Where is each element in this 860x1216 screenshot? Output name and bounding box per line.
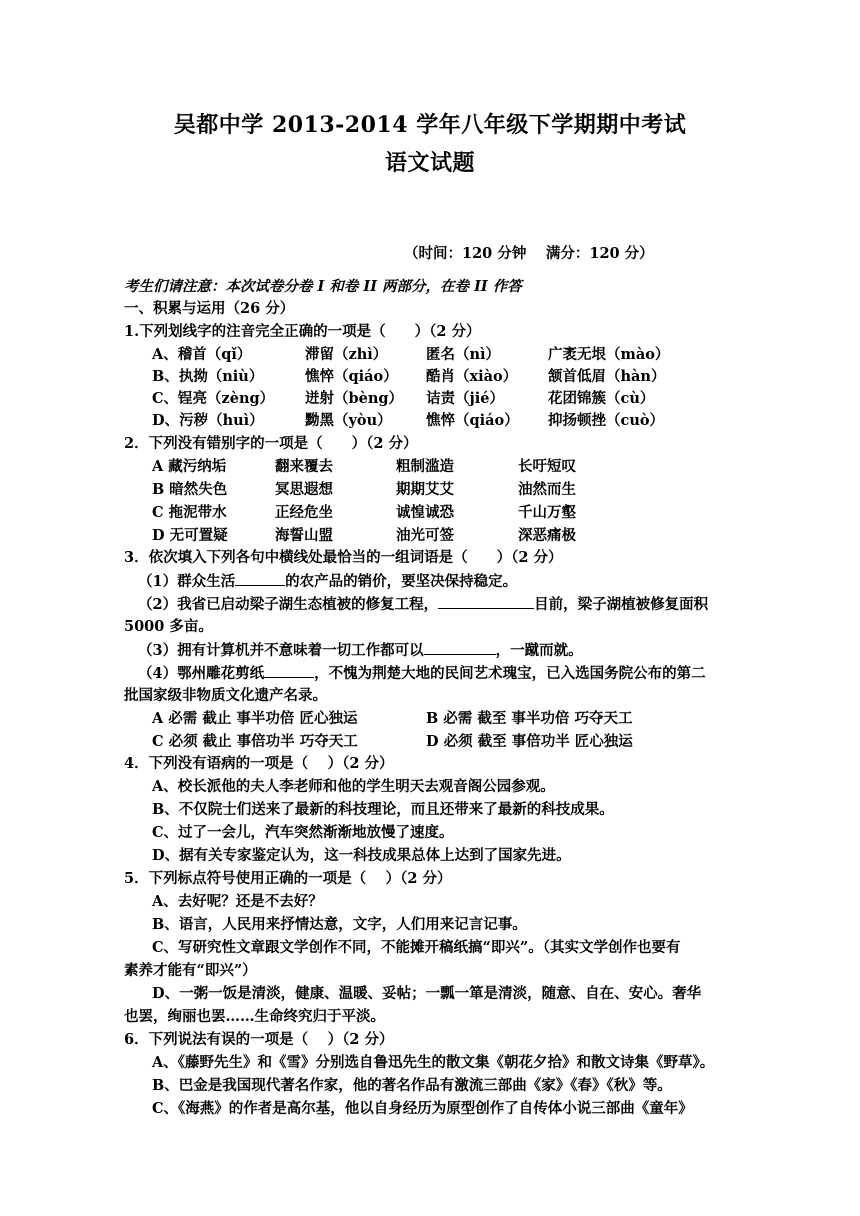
q5-option-d-cont: 也罢，绚丽也罢……生命终究归于平淡。: [124, 1008, 385, 1025]
q3-sentence-text: 目前，梁子湖植被修复面积: [534, 596, 709, 613]
q4-option-b: B、不仅院士们送来了最新的科技理论，而且还带来了最新的科技成果。: [152, 801, 614, 818]
q5-option-c: C、写研究性文章跟文学创作不同，不能摊开稿纸搞“即兴”。（其实文学创作也要有: [152, 939, 681, 956]
question-6-stem: 6．下列说法有误的一项是（ ）（2 分）: [124, 1031, 394, 1048]
q3-sentence-4-cont: 批国家级非物质文化遗产名录。: [124, 687, 327, 704]
answer-blank[interactable]: [235, 571, 285, 586]
answer-blank[interactable]: [264, 663, 314, 678]
q2-option: 千山万壑: [518, 504, 576, 521]
q2-option: A 藏污纳垢: [152, 458, 227, 475]
q2-option: 粗制滥造: [396, 458, 454, 475]
q3-sentence-1: [138, 571, 517, 592]
q3-sentence-text: （4）鄂州雕花剪纸: [138, 665, 265, 682]
question-4-stem: 4．下列没有语病的一项是（ ）（2 分）: [124, 755, 394, 772]
q3-sentence-text: ，不愧为荆楚大地的民间艺术瑰宝，已入选国务院公布的第二: [314, 665, 706, 682]
q4-option-d: D、据有关专家鉴定认为，这一科技成果总体上达到了国家先进。: [152, 847, 571, 864]
q2-option: 油然而生: [518, 481, 576, 498]
q2-option: B 暗然失色: [152, 481, 228, 498]
q3-option-c: C 必须 截止 事倍功半 巧夺天工: [152, 733, 358, 750]
section-heading: 一、积累与运用（26 分）: [124, 300, 295, 317]
answer-blank[interactable]: [438, 594, 534, 609]
question-2-stem: 2．下列没有错别字的一项是（ ）（2 分）: [124, 435, 418, 452]
q2-option: 油光可签: [396, 527, 454, 544]
answer-blank[interactable]: [424, 640, 496, 655]
q3-sentence-3: [138, 640, 583, 661]
q3-sentence-2: [138, 594, 708, 615]
q3-sentence-2-cont: 5000 多亩。: [124, 618, 213, 635]
q2-option: 正经危坐: [275, 504, 333, 521]
question-5-stem: 5．下列标点符号使用正确的一项是（ ）（2 分）: [124, 870, 452, 887]
q3-sentence-text: （1）群众生活: [138, 573, 236, 590]
q5-option-d: D、一粥一饭是清淡，健康、温暖、妥帖；一瓢一箪是清淡，随意、自在、安心。奢华: [152, 985, 702, 1002]
question-3-stem: 3．依次填入下列各句中横线处最恰当的一组词语是（ ）（2 分）: [124, 549, 563, 566]
q1-option: A、稽首（qǐ）: [152, 346, 252, 363]
q1-option: 憔悴（qiáo）: [426, 412, 519, 429]
q3-option-b: B 必需 截至 事半功倍 巧夺天工: [426, 710, 633, 727]
exam-subtitle: 语文试题: [384, 150, 475, 176]
q2-option: 冥思遐想: [275, 481, 333, 498]
q2-option: 海誓山盟: [275, 527, 333, 544]
exam-title: 吴都中学 2013-2014 学年八年级下学期期中考试: [173, 112, 687, 138]
q1-option: 诘责（jié）: [426, 390, 504, 407]
q1-option: 酷肖（xiào）: [426, 368, 518, 385]
q3-option-d: D 必须 截至 事倍功半 匠心独运: [426, 733, 633, 750]
q4-option-c: C、过了一会儿，汽车突然渐渐地放慢了速度。: [152, 824, 454, 841]
q2-option: D 无可置疑: [152, 527, 228, 544]
q4-option-a: A、校长派他的夫人李老师和他的学生明天去观音阁公园参观。: [152, 778, 555, 795]
q2-option: 诚惶诚恐: [396, 504, 454, 521]
q3-sentence-text: （3）拥有计算机并不意味着一切工作都可以: [138, 642, 424, 659]
q2-option: 长吁短叹: [518, 458, 576, 475]
q1-option: B、执拗（niù）: [152, 368, 264, 385]
q1-option: 迸射（bèng）: [305, 390, 404, 407]
q6-option-b: B、巴金是我国现代著名作家，他的著名作品有激流三部曲《家》《春》《秋》等。: [152, 1077, 672, 1094]
q1-option: 抑扬顿挫（cuò）: [548, 412, 665, 429]
q1-option: 黝黑（yòu）: [305, 412, 392, 429]
notice: 考生们请注意：本次试卷分卷 I 和卷 II 两部分，在卷 II 作答: [124, 278, 522, 295]
q5-option-b: B、语言，人民用来抒情达意，文字，人们用来记言记事。: [152, 916, 527, 933]
q2-option: 翻来覆去: [275, 458, 333, 475]
q1-option: 滞留（zhì）: [305, 346, 388, 363]
q3-option-a: A 必需 截止 事半功倍 匠心独运: [152, 710, 358, 727]
q1-option: 颔首低眉（hàn）: [548, 368, 666, 385]
time-info: （时间：120 分钟 满分：120 分）: [404, 245, 654, 262]
q3-sentence-4: [138, 663, 706, 684]
question-1-stem: 1.下列划线字的注音完全正确的一项是（ ）（2 分）: [124, 323, 481, 340]
q3-sentence-text: （2）我省已启动梁子湖生态植被的修复工程，: [138, 596, 439, 613]
q6-option-c: C、《海燕》的作者是高尔基，他以自身经历为原型创作了自传体小说三部曲《童年》: [152, 1100, 693, 1117]
q5-option-c-cont: 素养才能有“即兴”）: [124, 962, 257, 979]
q1-option: 匿名（nì）: [426, 346, 501, 363]
q1-option: 广袤无垠（mào）: [548, 346, 670, 363]
q1-option: 花团锦簇（cù）: [548, 390, 655, 407]
q5-option-a: A、去好呢？还是不去好？: [152, 893, 323, 910]
q6-option-a: A、《藤野先生》和《雪》分别选自鲁迅先生的散文集《朝花夕拾》和散文诗集《野草》。: [152, 1054, 715, 1071]
q1-option: D、污秽（huì）: [152, 412, 264, 429]
q2-option: C 拖泥带水: [152, 504, 227, 521]
q3-sentence-text: 的农产品的销价，要坚决保持稳定。: [285, 573, 518, 590]
q2-option: 期期艾艾: [396, 481, 454, 498]
q3-sentence-text: ，一蹴而就。: [495, 642, 583, 659]
q2-option: 深恶痛极: [518, 527, 576, 544]
q1-option: 憔悴（qiáo）: [305, 368, 398, 385]
q1-option: C、锃亮（zèng）: [152, 390, 275, 407]
